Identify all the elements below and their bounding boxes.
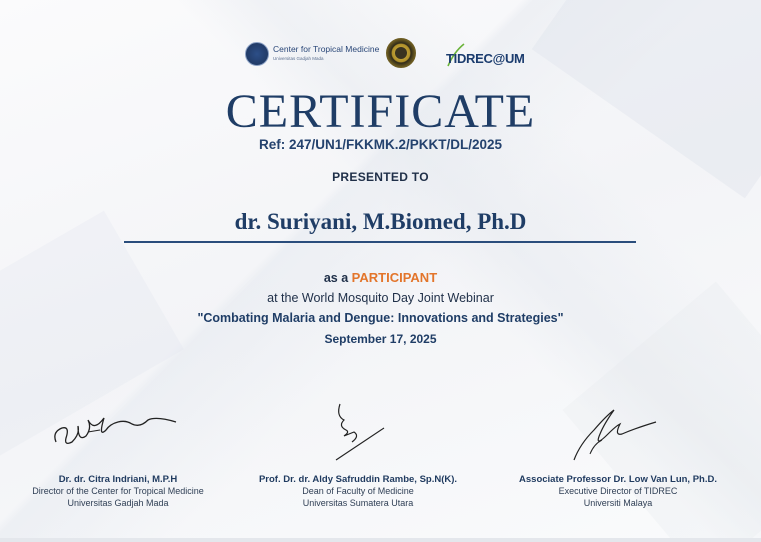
as-a-label: as a [323,271,349,285]
signatory-institution: Universitas Sumatera Utara [302,498,414,508]
ctm-logo [245,40,380,70]
signatory-name: Dr. dr. Citra Indriani, M.P.H [58,474,178,485]
signature-3 [560,404,670,464]
signatory-institution: Universitas Gadjah Mada [67,498,169,508]
event-theme: "Combating Malaria and Dengue: Innovations and Strategies" [197,311,564,325]
signatory-position: Director of the Center for Tropical Medicine [32,486,204,496]
certificate-title: CERTIFICATE [225,85,536,138]
event-line: at the World Mosquito Day Joint Webinar [267,291,494,305]
signatory-1 [8,474,228,509]
reference-number: Ref: 247/UN1/FKKMK.2/PKKT/DL/2025 [258,137,503,152]
logo-row [0,36,761,72]
ctm-logo-subtitle: Universitas Gadjah Mada [273,56,324,61]
university-seal-icon [386,38,416,68]
recipient-name: dr. Suriyani, M.Biomed, Ph.D [234,209,527,234]
signatory-institution: Universiti Malaya [583,498,653,508]
event-date: September 17, 2025 [324,332,437,346]
signatory-name: Prof. Dr. dr. Aldy Safruddin Rambe, Sp.N(K). [258,474,458,485]
signature-1 [48,402,188,457]
presented-to-label: PRESENTED TO [332,170,429,184]
bottom-edge [0,538,761,542]
signatory-2 [240,474,476,509]
signatory-position: Executive Director of TIDREC [558,486,678,496]
role-label: PARTICIPANT [351,270,438,285]
signatory-position: Dean of Faculty of Medicine [302,486,414,496]
signatory-name: Associate Professor Dr. Low Van Lun, Ph.D. [519,474,717,485]
tidrec-logo-text: TIDREC@UM [446,51,525,66]
role-line [0,270,761,285]
ctm-emblem-icon [245,42,269,66]
ctm-logo-title: Center for Tropical Medicine [273,44,380,54]
signatory-3 [500,474,736,509]
signature-2 [330,402,390,464]
tidrec-logo [440,42,525,70]
name-underline [124,241,636,243]
